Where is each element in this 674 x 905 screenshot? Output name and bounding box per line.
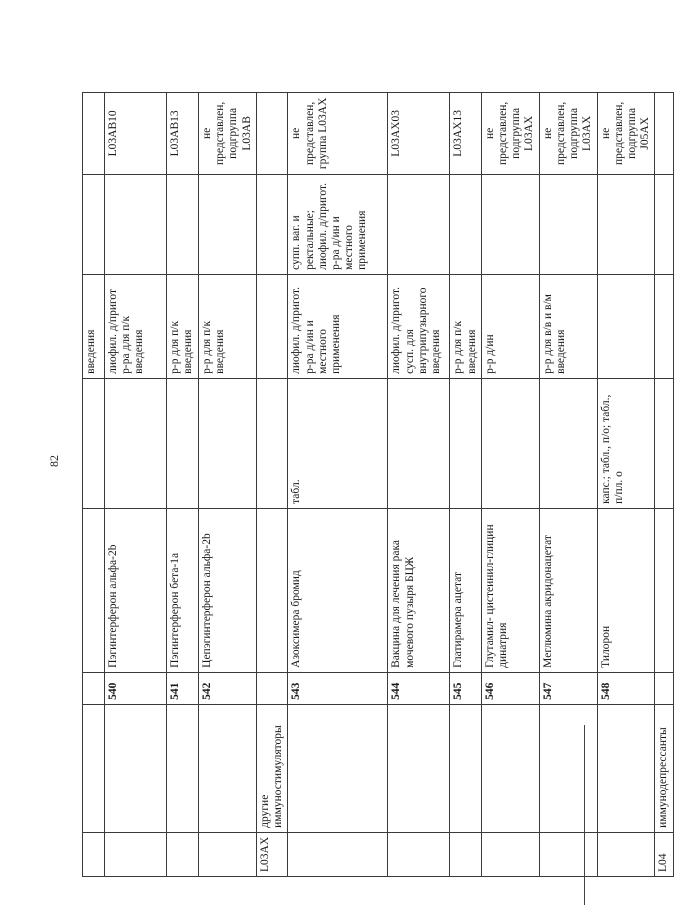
table-row xyxy=(83,92,105,876)
row-code xyxy=(597,832,655,876)
row-oral-form xyxy=(83,378,105,508)
row-other-form xyxy=(83,174,105,274)
row-other-form xyxy=(597,174,655,274)
row-number: 545 xyxy=(450,672,481,704)
row-injection-form xyxy=(256,274,287,378)
row-other-form: супп. ваг. и ректальные; лиофил. д/пригот. р-ра д/ин и местного применения xyxy=(288,174,388,274)
row-number xyxy=(655,672,673,704)
row-group xyxy=(481,704,539,832)
row-injection-form: лиофил. д/пригот. р-ра д/ин и местного применения xyxy=(288,274,388,378)
row-note: L03AB13 xyxy=(167,92,199,174)
row-oral-form xyxy=(655,378,673,508)
row-drug-name xyxy=(655,508,673,672)
row-drug-name: Пэгинтерферон альфа-2b xyxy=(105,508,167,672)
row-oral-form xyxy=(388,378,450,508)
row-number: 546 xyxy=(481,672,539,704)
row-code xyxy=(450,832,481,876)
row-drug-name: Цепэгинтерферон альфа-2b xyxy=(199,508,257,672)
row-injection-form xyxy=(655,274,673,378)
row-code xyxy=(388,832,450,876)
row-oral-form xyxy=(199,378,257,508)
table-row xyxy=(481,92,539,876)
row-other-form xyxy=(256,174,287,274)
row-injection-form: лиофил. д/пригот р-ра для п/к введения xyxy=(105,274,167,378)
row-number: 541 xyxy=(167,672,199,704)
row-number: 548 xyxy=(597,672,655,704)
row-group xyxy=(388,704,450,832)
row-injection-form xyxy=(597,274,655,378)
row-injection-form: р-р для п/к введения xyxy=(450,274,481,378)
row-code xyxy=(167,832,199,876)
row-group xyxy=(597,704,655,832)
row-injection-form: введения xyxy=(83,274,105,378)
row-number: 543 xyxy=(288,672,388,704)
row-note: не представлен, группа L03AX xyxy=(288,92,388,174)
row-injection-form: р-р для в/в и в/м введения xyxy=(539,274,597,378)
row-note: L03AX03 xyxy=(388,92,450,174)
row-code xyxy=(199,832,257,876)
row-note: не представлен, подгруппа L03AX xyxy=(539,92,597,174)
row-drug-name: Вакцина для лечения рака мочевого пузыря БЦЖ xyxy=(388,508,450,672)
row-code xyxy=(539,832,597,876)
row-other-form xyxy=(167,174,199,274)
row-group: иммунодепрессанты xyxy=(655,704,673,832)
table-row xyxy=(655,92,673,876)
row-number: 540 xyxy=(105,672,167,704)
row-drug-name: Азоксимера бромид xyxy=(288,508,388,672)
row-note: не представлен, подгруппа L03AB xyxy=(199,92,257,174)
row-note: L03AX13 xyxy=(450,92,481,174)
row-drug-name: Глутамил- цистеинил-глицин динатрия xyxy=(481,508,539,672)
table-row xyxy=(167,92,199,876)
row-oral-form xyxy=(256,378,287,508)
table-row xyxy=(199,92,257,876)
row-other-form xyxy=(450,174,481,274)
row-code xyxy=(105,832,167,876)
table-row xyxy=(597,92,655,876)
row-injection-form: р-р для п/к введения xyxy=(167,274,199,378)
row-oral-form xyxy=(167,378,199,508)
table-row xyxy=(388,92,450,876)
page-number: 82 xyxy=(47,455,61,467)
row-drug-name: Тилорон xyxy=(597,508,655,672)
row-group xyxy=(167,704,199,832)
row-number: 542 xyxy=(199,672,257,704)
row-other-form xyxy=(199,174,257,274)
row-note: L03AB10 xyxy=(105,92,167,174)
row-drug-name xyxy=(83,508,105,672)
row-injection-form: р-р д/ин xyxy=(481,274,539,378)
row-number: 544 xyxy=(388,672,450,704)
row-oral-form: табл. xyxy=(288,378,388,508)
row-other-form xyxy=(481,174,539,274)
row-note: не представлен, подгруппа L03AX xyxy=(481,92,539,174)
row-note xyxy=(256,92,287,174)
row-note: не представлен, подгруппа J05AX xyxy=(597,92,655,174)
row-group xyxy=(288,704,388,832)
row-note xyxy=(83,92,105,174)
row-drug-name: Глатирамера ацетат xyxy=(450,508,481,672)
row-oral-form xyxy=(450,378,481,508)
row-number: 547 xyxy=(539,672,597,704)
row-code xyxy=(288,832,388,876)
row-injection-form: лиофил. д/пригот. сусп. для внутрипузырного введения xyxy=(388,274,450,378)
table-row xyxy=(450,92,481,876)
table-row xyxy=(288,92,388,876)
row-group xyxy=(83,704,105,832)
row-code: L04 xyxy=(655,832,673,876)
row-other-form xyxy=(655,174,673,274)
row-other-form xyxy=(539,174,597,274)
row-code: L03AX xyxy=(256,832,287,876)
row-other-form xyxy=(388,174,450,274)
row-other-form xyxy=(105,174,167,274)
footnote-rule xyxy=(584,725,585,905)
row-drug-name xyxy=(256,508,287,672)
row-number xyxy=(83,672,105,704)
row-group xyxy=(199,704,257,832)
row-group xyxy=(105,704,167,832)
table-row xyxy=(256,92,287,876)
row-oral-form xyxy=(105,378,167,508)
row-code xyxy=(83,832,105,876)
row-oral-form xyxy=(539,378,597,508)
row-drug-name: Пэгинтерферон бета-1a xyxy=(167,508,199,672)
row-injection-form: р-р для п/к введения xyxy=(199,274,257,378)
row-group xyxy=(539,704,597,832)
row-note xyxy=(655,92,673,174)
row-code xyxy=(481,832,539,876)
row-number xyxy=(256,672,287,704)
table-row xyxy=(539,92,597,876)
row-group xyxy=(450,704,481,832)
row-oral-form: капс.; табл., п/о; табл., п/пл. о xyxy=(597,378,655,508)
table-row xyxy=(105,92,167,876)
row-group: другие иммуностимуляторы xyxy=(256,704,287,832)
row-oral-form xyxy=(481,378,539,508)
row-drug-name: Меглюмина акридонацетат xyxy=(539,508,597,672)
